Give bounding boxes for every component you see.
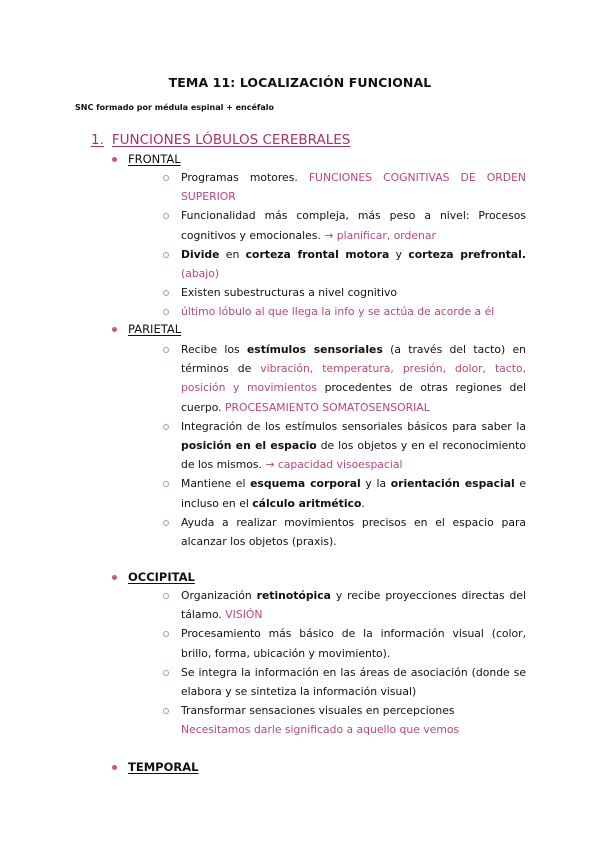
bullet-dot-icon <box>112 157 117 162</box>
bullet-circle-icon <box>163 424 169 430</box>
list-item: Ayuda a realizar movimientos precisos en el espacio para alcanzar los objetos (praxis). <box>181 513 526 551</box>
list-item: Divide en corteza frontal motora y corteza prefrontal. (abajo) <box>181 245 526 283</box>
bullet-circle-icon <box>163 290 169 296</box>
bullet-circle-icon <box>163 175 169 181</box>
lobe-label: FRONTAL <box>128 152 181 166</box>
parietal-list <box>181 340 526 551</box>
list-item: Integración de los estímulos sensoriales básicos para saber la posición en el espacio de los objetos y en el reconocimiento de los mismos. → capacidad visoespacial <box>181 417 526 475</box>
bullet-dot-icon <box>112 575 117 580</box>
lobe-label: PARIETAL <box>128 322 182 336</box>
list-item: Funcionalidad más compleja, más peso a nivel: Procesos cognitivos y emocionales. → planificar, ordenar <box>181 206 526 244</box>
list-item: Se integra la información en las áreas de asociación (donde se elabora y se sintetiza la información visual) <box>181 663 526 701</box>
list-item: último lóbulo al que llega la info y se actúa de acorde a él <box>181 302 526 321</box>
lobe-frontal-heading <box>128 152 181 166</box>
occipital-list <box>181 586 526 740</box>
lobe-label: OCCIPITAL <box>128 570 195 584</box>
lobe-temporal-heading <box>128 760 198 774</box>
bullet-circle-icon <box>163 252 169 258</box>
list-item: Recibe los estímulos sensoriales (a través del tacto) en términos de vibración, temperatura, presión, dolor, tacto, posición y movimientos procedentes de otras regiones del cuerpo. PROCESAMIENTO SOMATOSENSORIAL <box>181 340 526 417</box>
bullet-circle-icon <box>163 631 169 637</box>
bullet-circle-icon <box>163 520 169 526</box>
list-item: Procesamiento más básico de la información visual (color, brillo, forma, ubicación y movimiento). <box>181 624 526 662</box>
bullet-dot-icon <box>112 765 117 770</box>
lobe-parietal-heading <box>128 322 181 336</box>
bullet-dot-icon <box>112 327 117 332</box>
heading-text: FUNCIONES LÓBULOS CEREBRALES <box>111 132 351 148</box>
list-item: Existen subestructuras a nivel cognitivo <box>181 283 526 302</box>
heading-number: 1. <box>91 132 104 148</box>
bullet-circle-icon <box>163 708 169 714</box>
bullet-circle-icon <box>163 213 169 219</box>
list-item: Transformar sensaciones visuales en percepciones Necesitamos darle significado a aquello que vemos <box>181 701 526 739</box>
section-heading <box>91 132 350 148</box>
bullet-circle-icon <box>163 309 169 315</box>
bullet-circle-icon <box>163 481 169 487</box>
lobe-label: TEMPORAL <box>128 760 199 774</box>
bullet-circle-icon <box>163 670 169 676</box>
list-item: Mantiene el esquema corporal y la orientación espacial e incluso en el cálculo aritmético. <box>181 474 526 512</box>
page-subtitle: SNC formado por médula espinal + encéfalo <box>75 103 275 112</box>
page-title: TEMA 11: LOCALIZACIÓN FUNCIONAL <box>168 75 432 90</box>
lobe-occipital-heading <box>128 570 195 584</box>
frontal-list <box>181 168 526 322</box>
list-item: Programas motores. FUNCIONES COGNITIVAS DE ORDEN SUPERIOR <box>181 168 526 206</box>
list-item: Organización retinotópica y recibe proyecciones directas del tálamo. VISIÓN <box>181 586 526 624</box>
bullet-circle-icon <box>163 593 169 599</box>
bullet-circle-icon <box>163 347 169 353</box>
